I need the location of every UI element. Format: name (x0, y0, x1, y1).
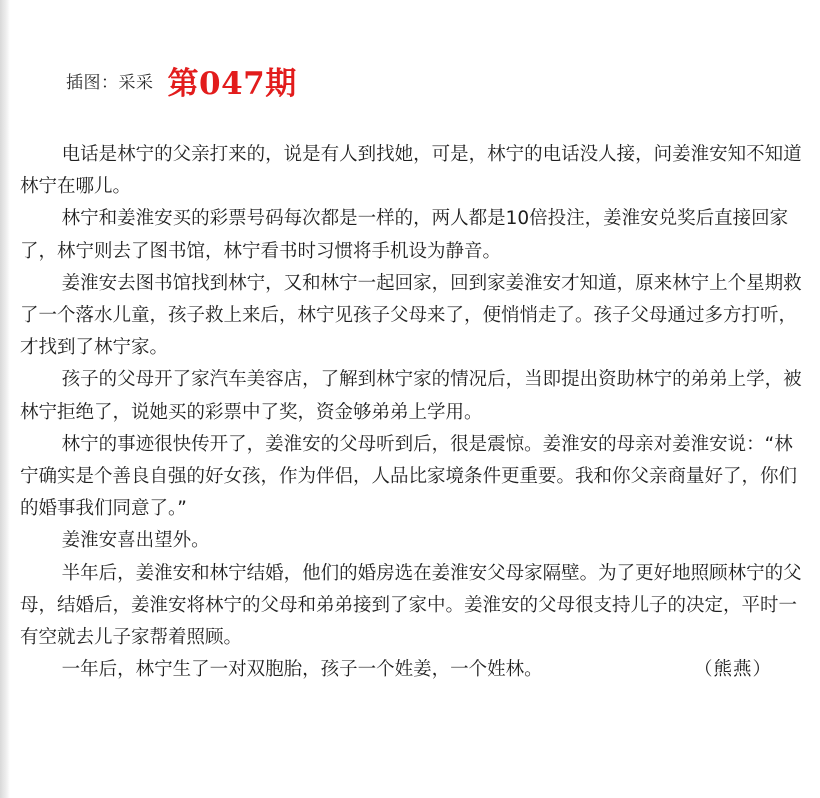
article-paragraph-2: 林宁和姜淮安买的彩票号码每次都是一样的，两人都是10倍投注，姜淮安兑奖后直接回家了，林宁则去了图书馆，林宁看书时习惯将手机设为静音。 (20, 208, 789, 262)
page-left-edge (0, 0, 10, 798)
author-byline: （熊燕） (693, 659, 772, 681)
article-paragraph-6: 姜淮安喜出望外。 (61, 530, 210, 552)
issue-number: 第047期 (167, 66, 297, 102)
article-paragraph-5: 林宁的事迹很快传开了，姜淮安的父母听到后，很是震惊。姜淮安的母亲对姜淮安说：“林宁确实是个善良自强的好女孩，作为伴侣，人品比家境条件更重要。我和你父亲商量好了，你们的婚事我们同意了。” (20, 433, 798, 520)
illustrator-credit: 插图：采采 (66, 73, 154, 93)
article-body (20, 139, 802, 686)
final-paragraph-row (20, 654, 802, 686)
article-paragraph-1: 电话是林宁的父亲打来的，说是有人到找她，可是，林宁的电话没人接，问姜淮安知不知道林宁在哪儿。 (20, 144, 802, 198)
column-header (66, 58, 297, 108)
article-paragraph-8: 一年后，林宁生了一对双胞胎，孩子一个姓姜，一个姓林。 (61, 659, 543, 681)
article-paragraph-4: 孩子的父母开了家汽车美容店，了解到林宁家的情况后，当即提出资助林宁的弟弟上学，被林宁拒绝了，说她买的彩票中了奖，资金够弟弟上学用。 (20, 369, 802, 423)
article-paragraph-7: 半年后，姜淮安和林宁结婚，他们的婚房选在姜淮安父母家隔壁。为了更好地照顾林宁的父母，结婚后，姜淮安将林宁的父母和弟弟接到了家中。姜淮安的父母很支持儿子的决定，平时一有空就去儿子家帮着照顾。 (20, 562, 802, 649)
article-paragraph-3: 姜淮安去图书馆找到林宁，又和林宁一起回家，回到家姜淮安才知道，原来林宁上个星期救了一个落水儿童，孩子救上来后，林宁见孩子父母来了，便悄悄走了。孩子父母通过多方打听，才找到了林宁家。 (20, 272, 802, 359)
